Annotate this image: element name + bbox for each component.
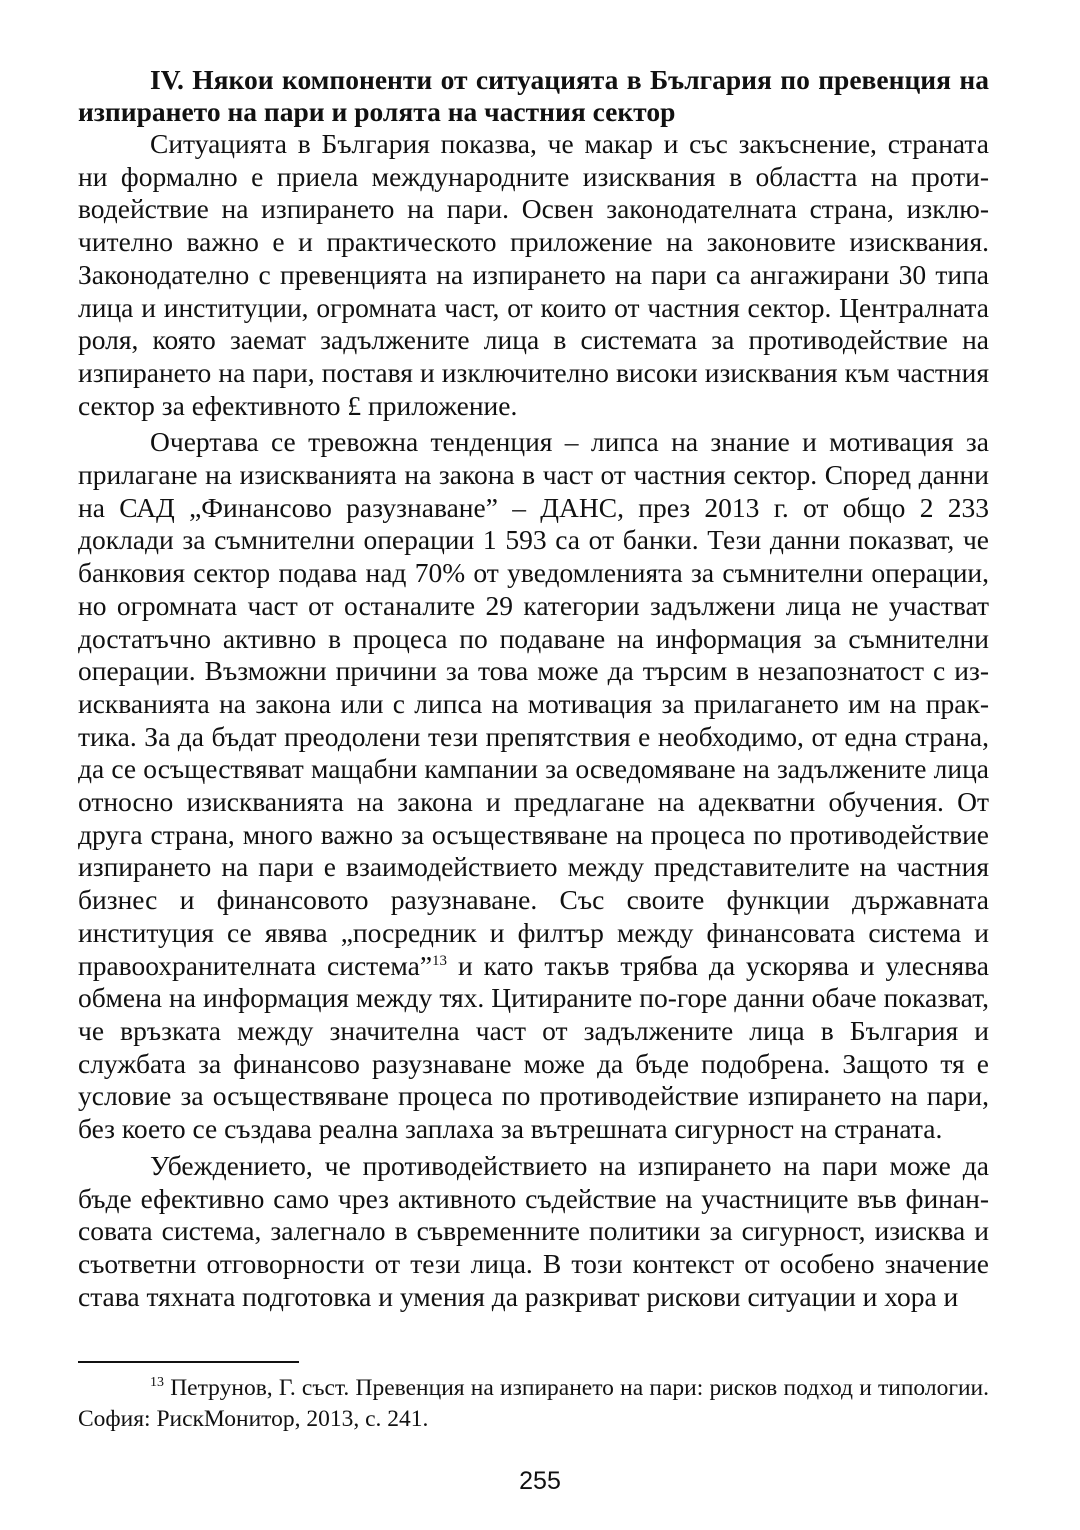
- paragraph-2-text-a: Очертава се тревожна тенденция – липса на знание и мотивация за прилагане на изискванията на закона в част от частния сектор. Според данни на САД „Финансово разузнаване” – ДАНС, през 2013 г. от общо 2 233 доклади за съмнителни операции 1 593 са от банки. Тези данни показват, че банковия сектор подава над 70% от уведомленията за съмнителни операции, но огромната част от останалите 29 категории задължени лица не участват достатъчно активно в процеса по подаване на информация за съмнителни операции. Възможни причини за това може да търсим в незапознатост с изискванията на закона или с липса на мотивация за прилагането им на практика. За да бъдат преодолени тези препятствия е необходимо, от една страна, да се осъществяват мащабни кампании за осведомяване на задължените лица относно изискванията на закона и предлагане на адекватни обучения. От друга страна, много важно за осъществяване на процеса по противодействие изпирането на пари е взаимодействието между представителите на частния бизнес и финансовото разузнаване. Със своите функции държавната институция се явява „посредник и филтър между финансовата система и правоохранителната система”: [78, 426, 989, 981]
- page-body: [78, 64, 989, 1313]
- paragraph-2: [78, 426, 989, 1145]
- paragraph-2-text-b: и като такъв трябва да ускорява и улеснява обмена на информация между тях. Цитираните по-горе данни обаче показват, че връзката между значителна част от задължените лица в България и службата за финансово разузнаване може да бъде подобрена. Защото тя е условие за осъществяване процеса по противодействие изпирането на пари, без което се създава реална заплаха за вътрешната сигурност на страната.: [78, 949, 990, 1145]
- footnote-reference[interactable]: 13: [432, 952, 448, 969]
- footnote: [78, 1373, 989, 1435]
- footnote-number: 13: [150, 1375, 164, 1390]
- footnote-divider: [78, 1361, 299, 1363]
- footnote-text: Петрунов, Г. съст. Превенция на изпирането на пари: рисков подход и типологии. София: РискМонитор, 2013, с. 241.: [78, 1375, 989, 1432]
- section-heading: IV. Някои компоненти от ситуацията в България по превенция на изпирането на пари и ролята на частния сектор: [78, 64, 989, 127]
- paragraph-1: Ситуацията в България показва, че макар и със закъснение, страната ни формално е приела международните изисквания в областта на противодействие на изпирането на пари. Освен законодателната страна, изключително важно е и практическото приложение на законовите изисквания. Законодателно с превенцията на изпирането на пари са ангажирани 30 типа лица и институции, огромната част, от които от частния сектор. Централната роля, която заемат задължените лица в системата за противодействие на изпирането на пари, поставя и изключително високи изисквания към частния сектор за ефективното £ приложение.: [78, 128, 989, 421]
- paragraph-3: Убеждението, че противодействието на изпирането на пари може да бъде ефективно само чрез активното съдействие на участниците във финансовата система, залегнало в съвременните политики за сигурност, изисква и съответни отговорности от тези лица. В този контекст от особено значение става тяхната подготовка и умения да разкриват рискови ситуации и хора и: [78, 1149, 989, 1312]
- page-number: 255: [519, 1467, 561, 1495]
